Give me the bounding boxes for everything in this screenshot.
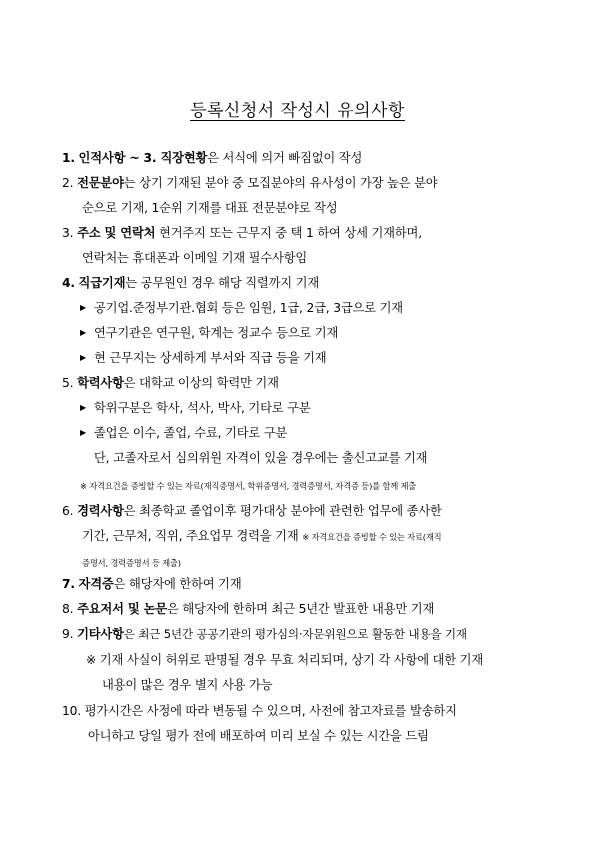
item-number: 7. — [62, 577, 75, 591]
item-6-continuation — [82, 528, 441, 545]
item-keyword: 전문분야 — [77, 176, 124, 190]
item-text: 은 해당자에 한하며 최근 5년간 발표한 내용만 기재 — [166, 602, 435, 616]
item-number: 4. — [62, 276, 75, 290]
item-text: 평가시간은 사정에 따라 변동될 수 있으며, 사전에 참고자료를 발송하지 — [84, 704, 457, 718]
list-item — [80, 350, 326, 366]
list-item — [80, 300, 403, 316]
item-number: 2. — [62, 176, 74, 190]
item-text: 는 상기 기재된 분야 중 모집분야의 유사성이 가장 높은 분야 — [123, 176, 438, 190]
item-number: 6. — [62, 504, 74, 518]
item-2-continuation: 순으로 기재, 1순위 기재를 대표 전문분야로 작성 — [82, 201, 338, 215]
item-6-note: 증명서, 경력증명서 등 제출) — [82, 558, 181, 568]
bullet-text: 현 근무지는 상세하게 부서와 직급 등을 기재 — [94, 351, 327, 365]
item-text: 기간, 근무처, 직위, 주요업무 경력을 기재 — [82, 529, 303, 543]
item-5-note: ※ 자격요건을 증빙할 수 있는 자료(재직증명서, 학위증명서, 경력증명서, 자격증 등)를 함께 제출 — [80, 481, 417, 491]
item-number: 8. — [62, 602, 74, 616]
item-9-note: ※ 기재 사실이 허위로 판명될 경우 무효 처리되며, 상기 각 사항에 대한 기재 — [86, 653, 484, 667]
item-number: 3. — [62, 226, 74, 240]
triangle-bullet-icon: ▶ — [80, 428, 86, 437]
item-number: 9. — [62, 627, 74, 641]
item-text: 은 서식에 의거 빠짐없이 작성 — [207, 151, 363, 165]
bullet-text: 학위구분은 학사, 석사, 박사, 기타로 구분 — [94, 401, 311, 415]
triangle-bullet-icon: ▶ — [80, 328, 86, 337]
item-note: ※ 자격요건을 증빙할 수 있는 자료(재직 — [302, 532, 442, 542]
list-item — [80, 325, 338, 341]
item-5-continuation: 단, 고졸자로서 심의위원 자격이 있을 경우에는 출신고교를 기재 — [94, 451, 428, 465]
bullet-text: 졸업은 이수, 졸업, 수료, 기타로 구분 — [94, 426, 288, 440]
item-number: 1. — [62, 151, 75, 165]
item-number: 10. — [62, 704, 81, 718]
item-keyword: 주요저서 및 논문 — [77, 602, 167, 616]
item-keyword: 자격증 — [78, 577, 114, 591]
triangle-bullet-icon: ▶ — [80, 403, 86, 412]
item-7 — [62, 576, 242, 592]
triangle-bullet-icon: ▶ — [80, 303, 86, 312]
item-text: 은 최종학교 졸업이후 평가대상 분야에 관련한 업무에 종사한 — [123, 504, 442, 518]
item-6 — [62, 503, 442, 519]
bullet-text: 연구기관은 연구원, 학계는 정교수 등으로 기재 — [94, 326, 339, 340]
item-9-note-continuation: 내용이 많은 경우 별지 사용 가능 — [102, 678, 273, 692]
list-item — [80, 425, 287, 441]
page-title: 등록신청서 작성시 유의사항 — [190, 101, 405, 121]
item-3-continuation: 연락처는 휴대폰과 이메일 기재 필수사항임 — [82, 251, 308, 265]
item-keyword: 기타사항 — [77, 627, 124, 641]
item-10 — [62, 703, 457, 719]
item-keyword: 학력사항 — [77, 376, 124, 390]
item-text: 은 대학교 이상의 학력만 기재 — [123, 376, 279, 390]
list-item — [80, 400, 311, 416]
item-text: 은 최근 5년간 공공기관의 평가심의·자문위원으로 활동한 내용을 기재 — [123, 627, 467, 641]
item-8 — [62, 601, 434, 617]
item-separator: ~ — [125, 151, 144, 165]
item-keyword: 3. 직장현황 — [143, 151, 208, 165]
item-text: 은 해당자에 한하여 기재 — [113, 577, 242, 591]
item-2 — [62, 175, 437, 191]
item-keyword: 경력사항 — [77, 504, 124, 518]
item-4 — [62, 275, 319, 291]
item-text: 는 공무원인 경우 해당 직렬까지 기재 — [125, 276, 319, 290]
item-3 — [62, 225, 422, 241]
item-9 — [62, 626, 467, 642]
triangle-bullet-icon: ▶ — [80, 353, 86, 362]
item-1 — [62, 150, 362, 166]
item-keyword: 인적사항 — [78, 151, 126, 165]
item-keyword: 주소 및 연락처 — [77, 226, 156, 240]
item-number: 5. — [62, 376, 74, 390]
item-keyword: 직급기재 — [78, 276, 126, 290]
item-text: 현거주지 또는 근무지 중 택 1 하여 상세 기재하며, — [155, 226, 422, 240]
bullet-text: 공기업.준정부기관.협회 등은 임원, 1급, 2급, 3급으로 기재 — [94, 301, 403, 315]
item-5 — [62, 375, 279, 391]
item-10-continuation: 아니하고 당일 평가 전에 배포하여 미리 보실 수 있는 시간을 드림 — [88, 729, 429, 743]
